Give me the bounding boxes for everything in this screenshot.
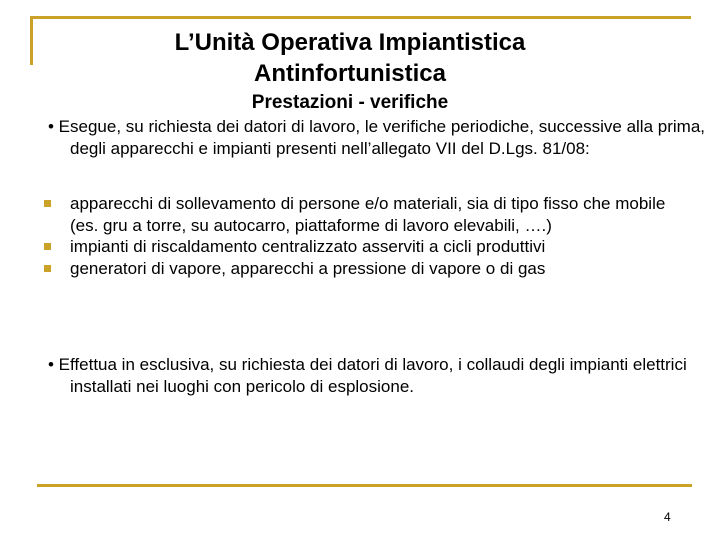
square-bullet-icon: [44, 200, 51, 207]
square-bullet-icon: [44, 265, 51, 272]
frame-bottom-line: [37, 484, 692, 487]
list-item: [40, 258, 680, 280]
square-bullet-icon: [44, 243, 51, 250]
list-item: [40, 236, 680, 258]
list-item-text: generatori di vapore, apparecchi a pressione di vapore o di gas: [70, 258, 546, 278]
intro-paragraph-verifiche: • Esegue, su richiesta dei datori di lavoro, le verifiche periodiche, successive alla prima, degli apparecchi e impianti presenti nell’allegato VII del D.Lgs. 81/08:: [48, 117, 705, 158]
slide-subtitle: Prestazioni - verifiche: [251, 92, 449, 113]
list-item-text: impianti di riscaldamento centralizzato asserviti a cicli produttivi: [70, 237, 546, 256]
list-item-text: apparecchi di sollevamento di persone e/o materiali, sia di tipo fisso che mobile (es. gru a torre, su autocarro, piattaforme di lavoro elevabili, ….): [70, 194, 666, 235]
slide-title: L’Unità Operativa Impiantistica Antinfortunistica: [174, 29, 526, 87]
intro-paragraph-collaudi: • Effettua in esclusiva, su richiesta dei datori di lavoro, i collaudi degli impianti elettrici installati nei luoghi con pericolo di esplosione.: [48, 355, 687, 396]
frame-left-line: [30, 16, 33, 65]
frame-top-line: [30, 16, 691, 19]
list-item: [40, 193, 680, 236]
bullet-list: [40, 193, 680, 279]
page-number: 4: [664, 510, 671, 524]
